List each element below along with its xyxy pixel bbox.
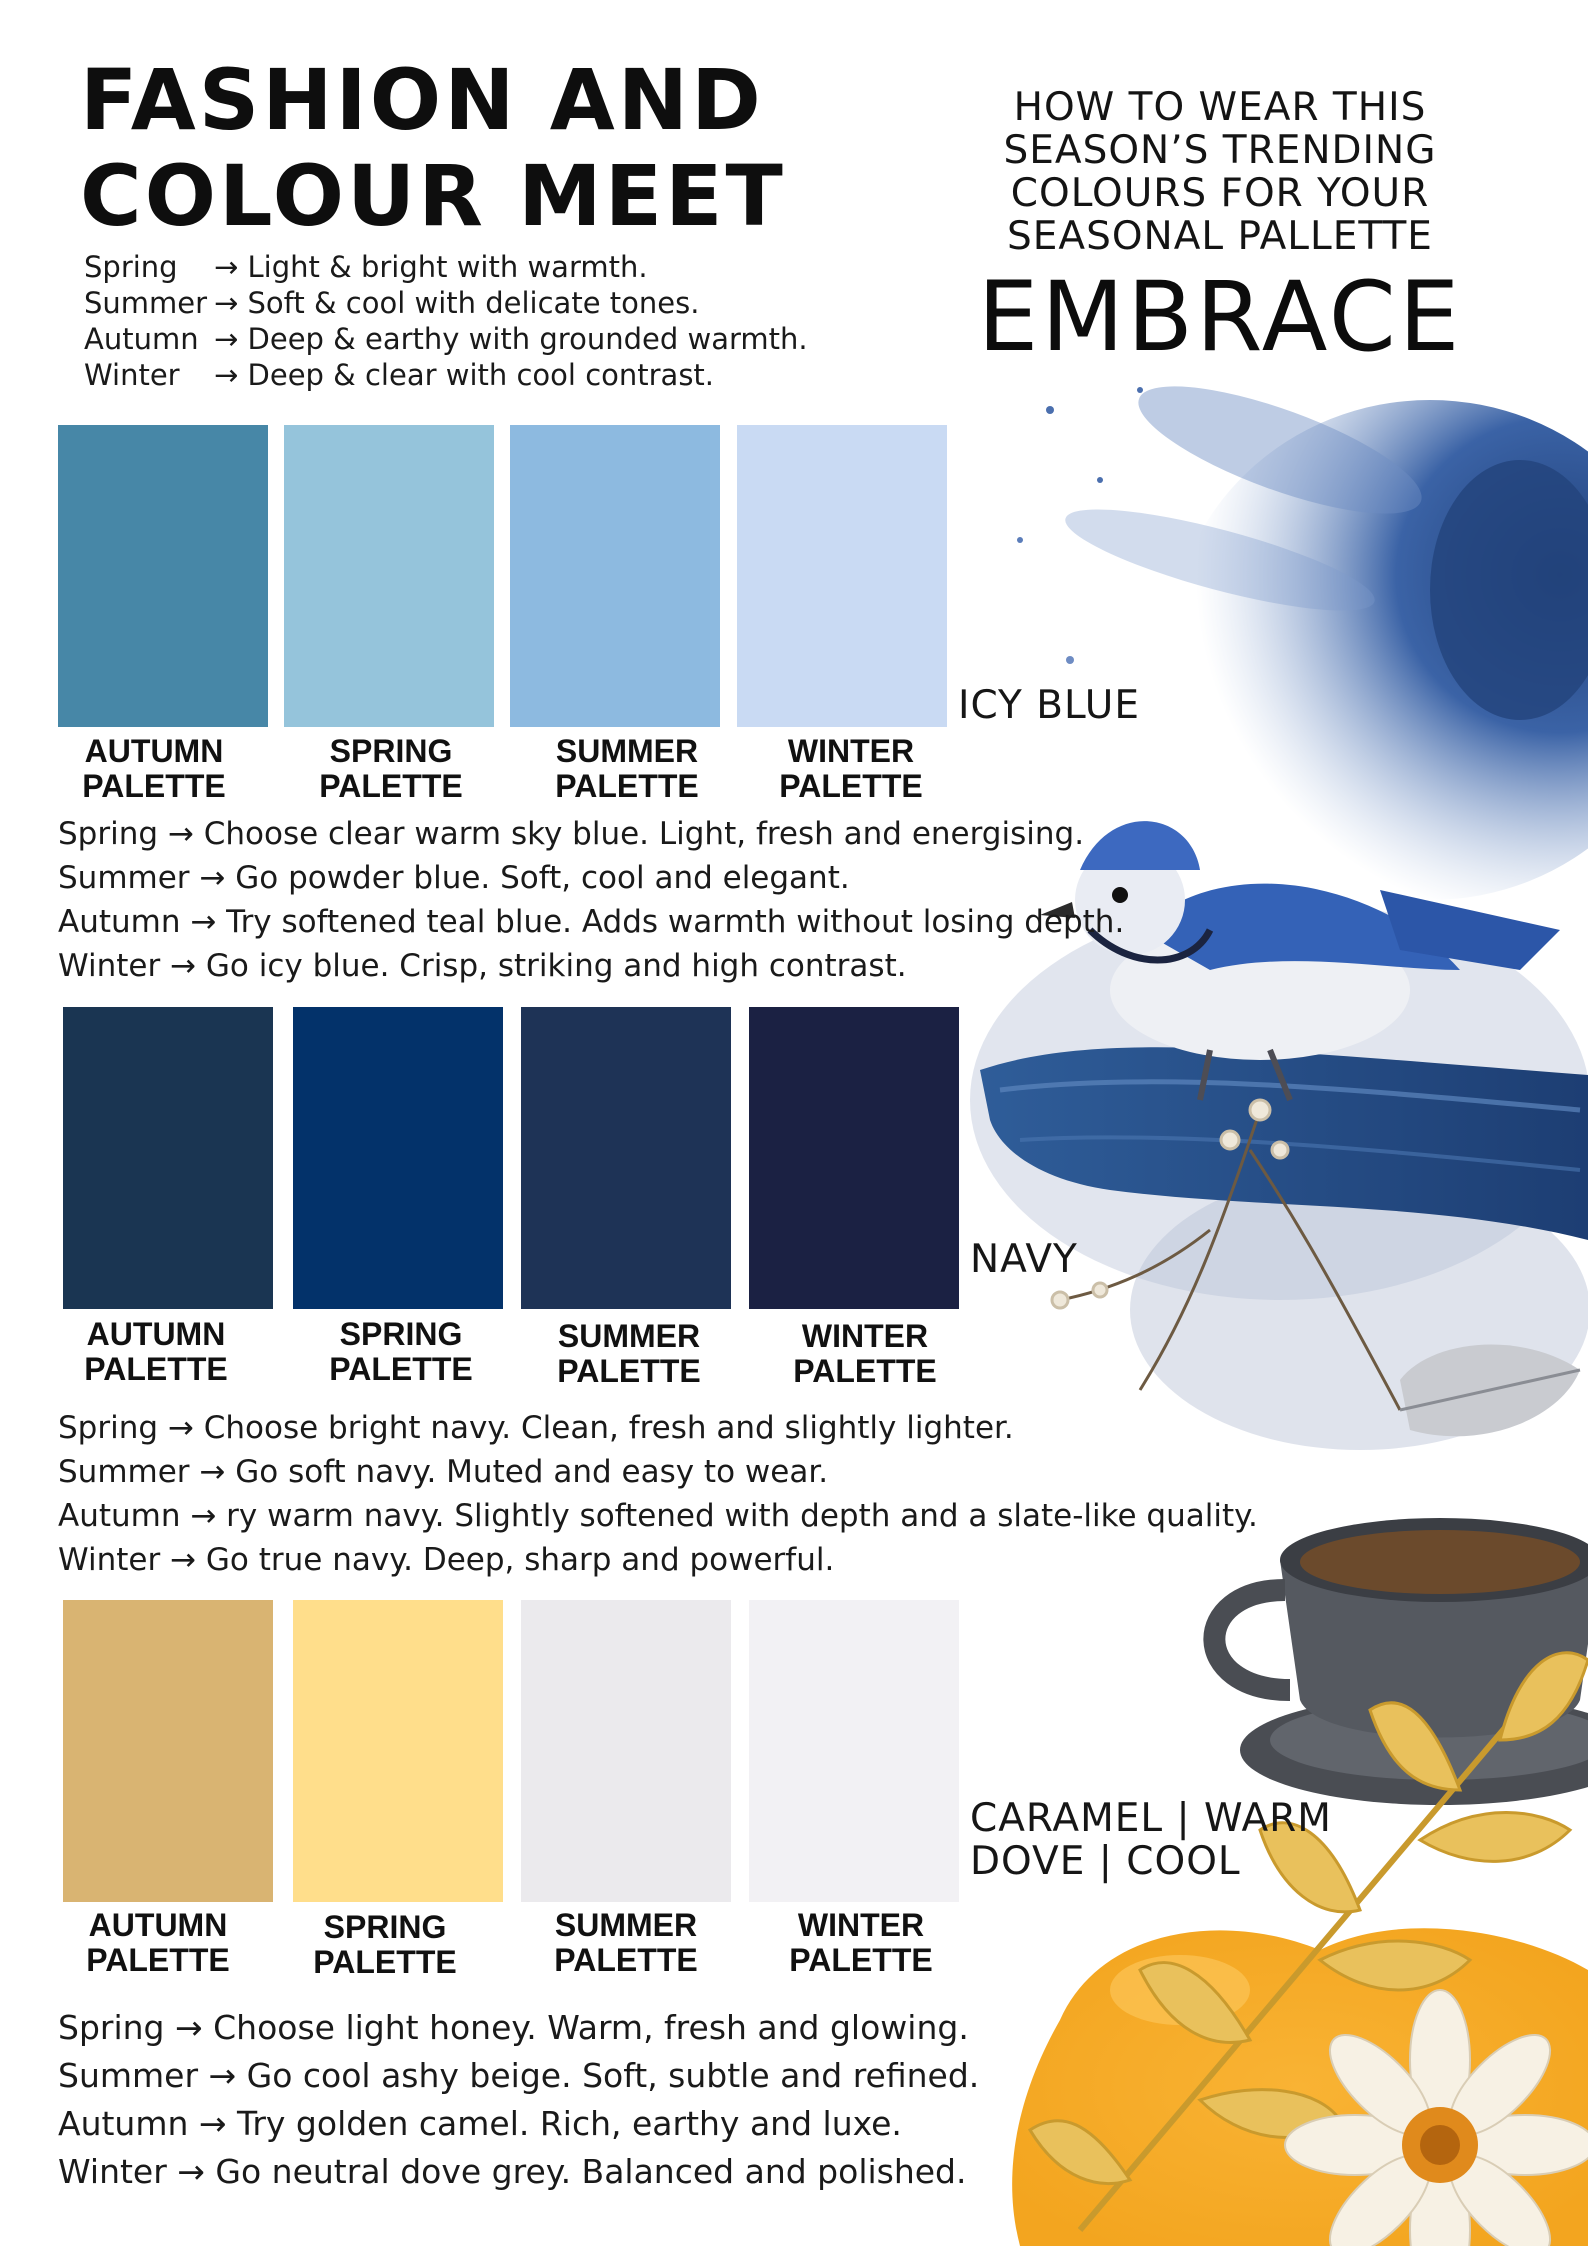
advice-list bbox=[58, 2004, 979, 2196]
subheading bbox=[960, 86, 1480, 258]
season-key-name: Autumn bbox=[84, 322, 199, 356]
swatch-label bbox=[51, 1317, 261, 1387]
swatch-label-line: WINTER bbox=[801, 1318, 929, 1354]
season-key-list bbox=[84, 249, 808, 393]
season-key-desc: → Light & bright with warmth. bbox=[214, 250, 648, 284]
season-key-name: Summer bbox=[84, 286, 208, 320]
swatch-summer-icy-blue bbox=[510, 425, 720, 727]
swatch-label bbox=[756, 1908, 966, 1978]
swatch-label-line: PALETTE bbox=[319, 768, 463, 804]
swatch-label-line: SUMMER bbox=[554, 1907, 698, 1943]
advice-list bbox=[58, 1406, 1258, 1582]
advice-line: Winter → Go neutral dove grey. Balanced and polished. bbox=[58, 2152, 967, 2191]
subheading-line: COLOURS FOR YOUR bbox=[1010, 171, 1430, 216]
colour-name-caramel-dove bbox=[970, 1797, 1332, 1883]
swatch-label-line: PALETTE bbox=[789, 1942, 933, 1978]
season-key-row bbox=[84, 285, 808, 321]
advice-line: Autumn → Try softened teal blue. Adds warmth without losing depth. bbox=[58, 904, 1125, 940]
season-key-row bbox=[84, 249, 808, 285]
swatch-label-line: PALETTE bbox=[555, 768, 699, 804]
swatch-label-line: SUMMER bbox=[557, 1318, 701, 1354]
swatch-label-line: AUTUMN bbox=[86, 1316, 226, 1352]
swatch-label bbox=[524, 1319, 734, 1389]
subheading-line: HOW TO WEAR THIS bbox=[1013, 85, 1427, 130]
swatch-autumn-caramel bbox=[63, 1600, 273, 1902]
advice-list bbox=[58, 812, 1124, 988]
colour-name-icy-blue bbox=[958, 684, 1140, 727]
season-key-name: Winter bbox=[84, 358, 180, 392]
advice-line: Spring → Choose clear warm sky blue. Light, fresh and energising. bbox=[58, 816, 1085, 852]
swatch-autumn-icy-blue bbox=[58, 425, 268, 727]
swatch-spring-navy bbox=[293, 1007, 503, 1309]
swatch-label-line: PALETTE bbox=[554, 1942, 698, 1978]
swatch-label-line: SPRING bbox=[323, 1909, 447, 1945]
colour-name-line: NAVY bbox=[970, 1237, 1078, 1282]
swatch-label-line: AUTUMN bbox=[88, 1907, 228, 1943]
season-key-row bbox=[84, 357, 808, 393]
swatch-label bbox=[521, 1908, 731, 1978]
season-key-row bbox=[84, 321, 808, 357]
colour-name-line: ICY BLUE bbox=[958, 683, 1140, 728]
advice-line: Winter → Go true navy. Deep, sharp and powerful. bbox=[58, 1542, 835, 1578]
season-key-desc: → Deep & clear with cool contrast. bbox=[214, 358, 715, 392]
advice-line: Summer → Go powder blue. Soft, cool and elegant. bbox=[58, 860, 850, 896]
advice-line: Spring → Choose light honey. Warm, fresh and glowing. bbox=[58, 2008, 969, 2047]
swatch-winter-navy bbox=[749, 1007, 959, 1309]
colour-name-line: DOVE | COOL bbox=[970, 1839, 1241, 1884]
swatch-label-line: PALETTE bbox=[329, 1351, 473, 1387]
advice-line: Spring → Choose bright navy. Clean, fresh and slightly lighter. bbox=[58, 1410, 1014, 1446]
swatch-label-line: SPRING bbox=[339, 1316, 463, 1352]
swatch-label-line: PALETTE bbox=[84, 1351, 228, 1387]
swatch-label bbox=[49, 734, 259, 804]
swatch-label-line: AUTUMN bbox=[84, 733, 224, 769]
swatch-label-line: WINTER bbox=[787, 733, 915, 769]
colour-name-line: CARAMEL | WARM bbox=[970, 1796, 1332, 1841]
swatch-label-line: PALETTE bbox=[313, 1944, 457, 1980]
swatch-label bbox=[286, 734, 496, 804]
swatch-label-line: SPRING bbox=[329, 733, 453, 769]
colour-name-navy bbox=[970, 1238, 1078, 1281]
swatch-summer-dove bbox=[521, 1600, 731, 1902]
swatch-winter-icy-blue bbox=[737, 425, 947, 727]
swatch-label bbox=[746, 734, 956, 804]
advice-line: Autumn → Try golden camel. Rich, earthy and luxe. bbox=[58, 2104, 902, 2143]
advice-line: Summer → Go cool ashy beige. Soft, subtle and refined. bbox=[58, 2056, 980, 2095]
advice-line: Summer → Go soft navy. Muted and easy to wear. bbox=[58, 1454, 829, 1490]
embrace-heading: EMBRACE bbox=[977, 261, 1463, 373]
swatch-label-line: PALETTE bbox=[86, 1942, 230, 1978]
swatch-spring-icy-blue bbox=[284, 425, 494, 727]
swatch-summer-navy bbox=[521, 1007, 731, 1309]
swatch-label-line: WINTER bbox=[797, 1907, 925, 1943]
advice-line: Winter → Go icy blue. Crisp, striking and high contrast. bbox=[58, 948, 907, 984]
swatch-label-line: SUMMER bbox=[555, 733, 699, 769]
season-key-desc: → Deep & earthy with grounded warmth. bbox=[214, 322, 808, 356]
swatch-label bbox=[53, 1908, 263, 1978]
season-key-desc: → Soft & cool with delicate tones. bbox=[214, 286, 700, 320]
subheading-line: SEASON’S TRENDING bbox=[1003, 128, 1437, 173]
advice-line: Autumn → ry warm navy. Slightly softened with depth and a slate-like quality. bbox=[58, 1498, 1258, 1534]
swatch-label bbox=[760, 1319, 970, 1389]
swatch-label-line: PALETTE bbox=[793, 1353, 937, 1389]
collage-illustration bbox=[960, 330, 1588, 2246]
subheading-line: SEASONAL PALLETTE bbox=[1007, 214, 1433, 259]
swatch-winter-dove bbox=[749, 1600, 959, 1902]
swatch-autumn-navy bbox=[63, 1007, 273, 1309]
swatch-spring-caramel bbox=[293, 1600, 503, 1902]
swatch-label-line: PALETTE bbox=[82, 768, 226, 804]
page-title: FASHION AND COLOUR MEET bbox=[80, 51, 786, 245]
season-key-name: Spring bbox=[84, 250, 178, 284]
swatch-label-line: PALETTE bbox=[779, 768, 923, 804]
swatch-label bbox=[280, 1910, 490, 1980]
swatch-label bbox=[522, 734, 732, 804]
swatch-label-line: PALETTE bbox=[557, 1353, 701, 1389]
swatch-label bbox=[296, 1317, 506, 1387]
